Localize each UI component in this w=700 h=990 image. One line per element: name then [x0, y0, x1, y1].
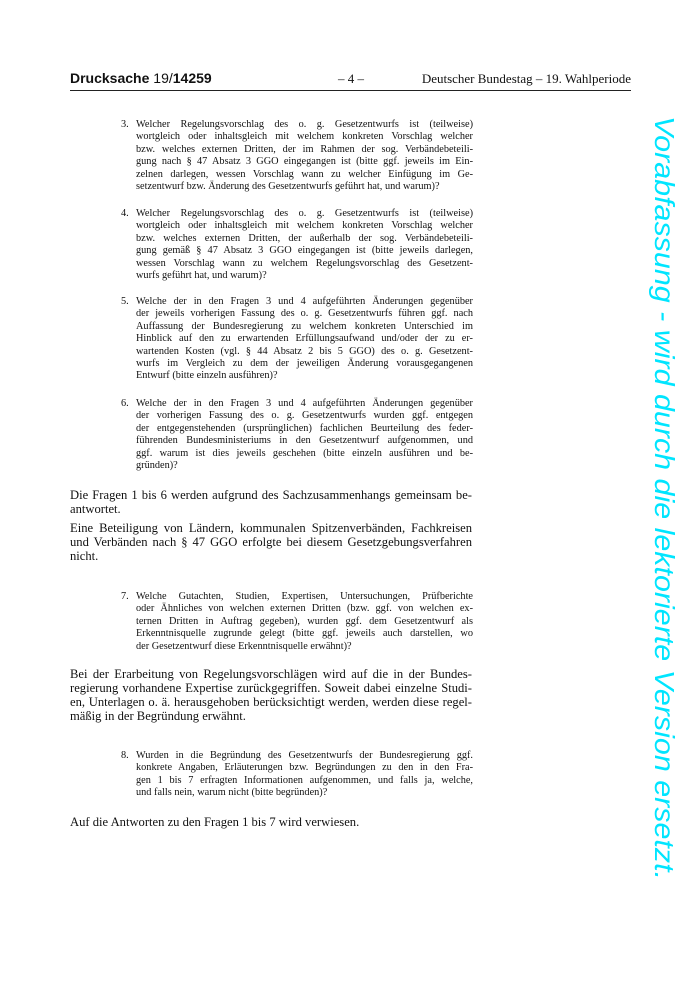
question-5 — [121, 296, 473, 383]
doc-num: 19/ — [153, 70, 173, 86]
question-line: führenden Bundesministeriums in den Gesetzentwurf aufgenommen, und — [136, 435, 473, 447]
question-line: setzentwurf bzw. Änderung des Gesetzentwurfs geführt hat, und warum)? — [136, 181, 440, 193]
question-number: 4. — [121, 208, 129, 219]
question-text — [136, 119, 473, 193]
question-6 — [121, 398, 473, 472]
question-line: konkrete Angaben, Erläuterungen bzw. Begründungen zu den in den Fra- — [136, 762, 473, 774]
question-7 — [121, 591, 473, 653]
watermark-text: Vorabfassung - wird durch die lektorierte Version ersetzt. — [649, 116, 680, 807]
question-line: und falls nein, warum nicht (bitte begründen)? — [136, 787, 328, 799]
question-number: 6. — [121, 398, 129, 409]
page-number: – 4 – — [338, 71, 364, 86]
question-line: ggf. warum ist dies jeweils geschehen (bitte einzeln ausführen und be- — [136, 447, 473, 459]
question-line: zelnen darlegen, wessen Vorschlag wann zu welcher Einfügung im Ge- — [136, 168, 473, 180]
question-text — [136, 750, 473, 800]
doc-prefix: Drucksache — [70, 70, 154, 86]
question-text — [136, 296, 473, 383]
question-line: Auffassung der Bundesregierung zu welchem konkreten Unterschied im — [136, 320, 473, 332]
answer-line: Die Fragen 1 bis 6 werden aufgrund des Sachzusammenhangs gemeinsam be- — [70, 488, 472, 502]
question-line: Hinblick auf den zu erwartenden Erfüllungsaufwand und/oder der zu er- — [136, 333, 473, 345]
question-text — [136, 591, 473, 653]
question-line: Welcher Regelungsvorschlag des o. g. Gesetzentwurfs ist (teilweise) — [136, 208, 473, 219]
question-4 — [121, 208, 473, 282]
question-line: gen 1 bis 7 erfragten Informationen aufgenommen, und falls ja, welche, — [136, 774, 473, 786]
question-line: gründen)? — [136, 460, 178, 472]
question-text — [136, 398, 473, 472]
answer-line: regierung vorhandene Expertise zurückgegriffen. Soweit dabei einzelne Studi- — [70, 681, 472, 695]
question-8 — [121, 750, 473, 800]
answer-line: Bei der Erarbeitung von Regelungsvorschlägen wird auf die in der Bundes- — [70, 667, 472, 681]
question-3 — [121, 119, 473, 193]
answer-paragraph-4 — [70, 815, 472, 829]
question-line: gung gemäß § 47 Absatz 3 GGO eingegangen ist (bitte jeweils darlegen, — [136, 245, 473, 257]
answer-paragraph-1 — [70, 488, 472, 516]
publisher: Deutscher Bundestag – 19. Wahlperiode — [421, 71, 631, 86]
answer-paragraph-3 — [70, 667, 472, 723]
question-line: oder Ähnliches von welchen externen Dritten (bzw. ggf. von welchen ex- — [136, 603, 473, 615]
answer-line: Eine Beteiligung von Ländern, kommunalen Spitzenverbänden, Fachkreisen — [70, 521, 472, 535]
question-number: 8. — [121, 750, 129, 761]
question-line: der vorherigen Fassung des o. g. Gesetzentwurfs wurden ggf. entgegen — [136, 410, 473, 422]
question-line: Wurden in die Begründung des Gesetzentwurfs der Bundesregierung ggf. — [136, 750, 473, 761]
answer-line: en, Unterlagen o. ä. herausgehoben berücksichtigt werden, werden diese regel- — [70, 695, 472, 709]
question-line: wurfs geführt hat, und warum)? — [136, 270, 267, 282]
question-line: wessen Vorschlag wann zu welchem Regelungsvorschlag des Gesetzent- — [136, 257, 473, 269]
question-line: gung nach § 47 Absatz 3 GGO eingegangen ist (bitte ggf. jeweils im Ein- — [136, 156, 473, 168]
question-line: wurfs im Vergleich zu dem der jeweiligen Änderung vorausgegangenen — [136, 358, 473, 370]
answer-line: Auf die Antworten zu den Fragen 1 bis 7 wird verwiesen. — [70, 815, 360, 829]
document-number — [70, 70, 212, 86]
draft-watermark — [643, 112, 687, 882]
question-line: der Gesetzentwurf diese Erkenntnisquelle erwähnt)? — [136, 640, 352, 652]
answer-paragraph-2 — [70, 521, 472, 563]
question-line: bzw. welches externen Dritten, der im Rahmen der sog. Verbändebeteili- — [136, 143, 473, 155]
question-number: 5. — [121, 296, 129, 307]
question-line: Welche Gutachten, Studien, Expertisen, Untersuchungen, Prüfberichte — [136, 591, 473, 602]
question-line: wartenden Kosten (vgl. § 44 Absatz 2 bis 5 GGO) des o. g. Gesetzent- — [136, 345, 473, 357]
question-line: ternen Dritten in Auftrag gegeben), wurden ggf. dem Gesetzentwurf als — [136, 615, 473, 627]
question-line: Entwurf (bitte einzeln ausführen)? — [136, 370, 278, 382]
question-line: der entgegenstehenden (ursprünglichen) fachlichen Beurteilung des feder- — [136, 422, 473, 434]
doc-id: 14259 — [172, 70, 212, 86]
question-number: 3. — [121, 119, 129, 130]
question-line: Erkenntnisquelle zugrunde gelegt (bitte ggf. jeweils auch darstellen, wo — [136, 628, 473, 640]
question-line: bzw. welches externen Dritten, der außerhalb der sog. Verbändebeteili- — [136, 232, 473, 244]
question-line: Welche der in den Fragen 3 und 4 aufgeführten Änderungen gegenüber — [136, 296, 473, 307]
header-rule — [70, 90, 631, 91]
watermark-svg — [643, 112, 687, 882]
answer-line: nicht. — [70, 549, 99, 563]
page-header — [70, 70, 631, 90]
answer-line: mäßig in der Begründung erwähnt. — [70, 709, 246, 723]
question-text — [136, 208, 473, 282]
question-number: 7. — [121, 591, 129, 602]
answer-line: und Verbänden nach § 47 GGO erfolgte bei diesem Gesetzgebungsverfahren — [70, 535, 472, 549]
question-line: Welche der in den Fragen 3 und 4 aufgeführten Änderungen gegenüber — [136, 398, 473, 409]
question-line: der jeweils vorherigen Fassung des o. g. Gesetzentwurfs führen ggf. nach — [136, 308, 473, 320]
answer-line: antwortet. — [70, 502, 121, 516]
question-line: wortgleich oder inhaltsgleich mit welchem konkreten Vorschlag welcher — [136, 131, 473, 143]
question-line: Welcher Regelungsvorschlag des o. g. Gesetzentwurfs ist (teilweise) — [136, 119, 473, 130]
question-line: wortgleich oder inhaltsgleich mit welchem konkreten Vorschlag welcher — [136, 220, 473, 232]
